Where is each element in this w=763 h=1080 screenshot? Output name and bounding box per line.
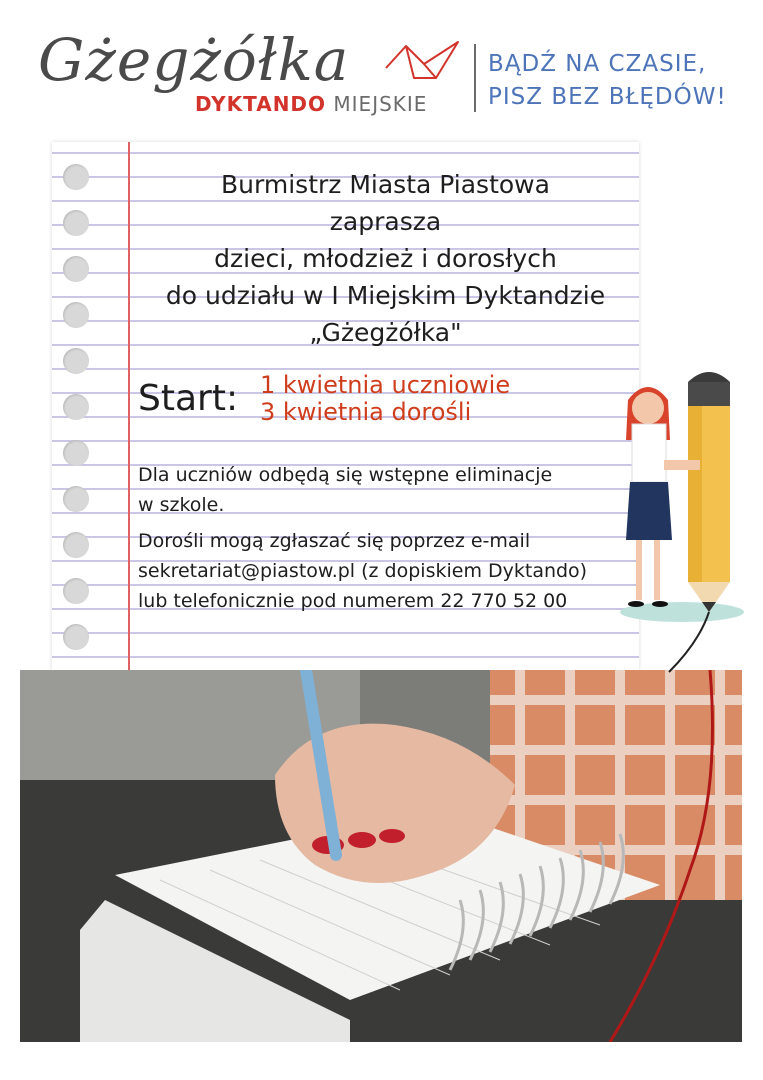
origami-crane-icon <box>384 38 460 84</box>
margin-line <box>128 142 130 670</box>
binder-hole <box>63 302 89 328</box>
girl-with-pencil-illustration <box>596 360 756 680</box>
start-dates <box>260 372 510 426</box>
invitation-line-4: do udziału w I Miejskim Dyktandzie <box>165 281 606 310</box>
details-line-3: Dorośli mogą zgłaszać się poprzez e-mail <box>138 530 531 552</box>
invitation-line-2: zaprasza <box>329 207 442 236</box>
binder-hole <box>63 440 89 466</box>
invitation-text <box>132 166 639 351</box>
details-phone-line: lub telefonicznie pod numerem 22 770 52 00 <box>138 590 568 612</box>
details-line-2: w szkole. <box>138 494 225 516</box>
details-email-line: sekretariat@piastow.pl (z dopiskiem Dyktando) <box>138 560 588 582</box>
invitation-line-3: dzieci, młodzież i dorosłych <box>214 244 557 273</box>
header-divider <box>474 44 476 112</box>
binder-holes <box>63 164 89 664</box>
invitation-line-5: „Gżegżółka" <box>309 318 462 347</box>
binder-hole <box>63 164 89 190</box>
binder-hole <box>63 210 89 236</box>
binder-hole <box>63 532 89 558</box>
details-text <box>138 460 587 616</box>
logo-subtitle <box>195 92 427 116</box>
logo-subtitle-red: DYKTANDO <box>195 92 327 116</box>
binder-hole <box>63 578 89 604</box>
logo-wordmark: Gżegżółka <box>38 26 350 94</box>
slogan-line-2: PISZ BEZ BŁĘDÓW! <box>488 84 727 110</box>
slogan-line-1: BĄDŹ NA CZASIE, <box>488 51 707 77</box>
binder-hole <box>63 486 89 512</box>
start-date-adults: 3 kwietnia dorośli <box>260 398 472 426</box>
binder-hole <box>63 624 89 650</box>
binder-hole <box>63 394 89 420</box>
writing-photo-illustration <box>20 670 742 1042</box>
binder-hole <box>63 348 89 374</box>
logo-subtitle-grey: MIEJSKIE <box>333 92 428 116</box>
invitation-line-1: Burmistrz Miasta Piastowa <box>221 170 550 199</box>
header <box>0 0 763 130</box>
writing-photo <box>20 670 742 1042</box>
start-date-students: 1 kwietnia uczniowie <box>260 371 511 399</box>
binder-hole <box>63 256 89 282</box>
details-line-1: Dla uczniów odbędą się wstępne eliminacje <box>138 464 553 486</box>
start-label: Start: <box>138 378 239 419</box>
slogan <box>488 48 727 114</box>
notebook-page <box>52 142 639 670</box>
